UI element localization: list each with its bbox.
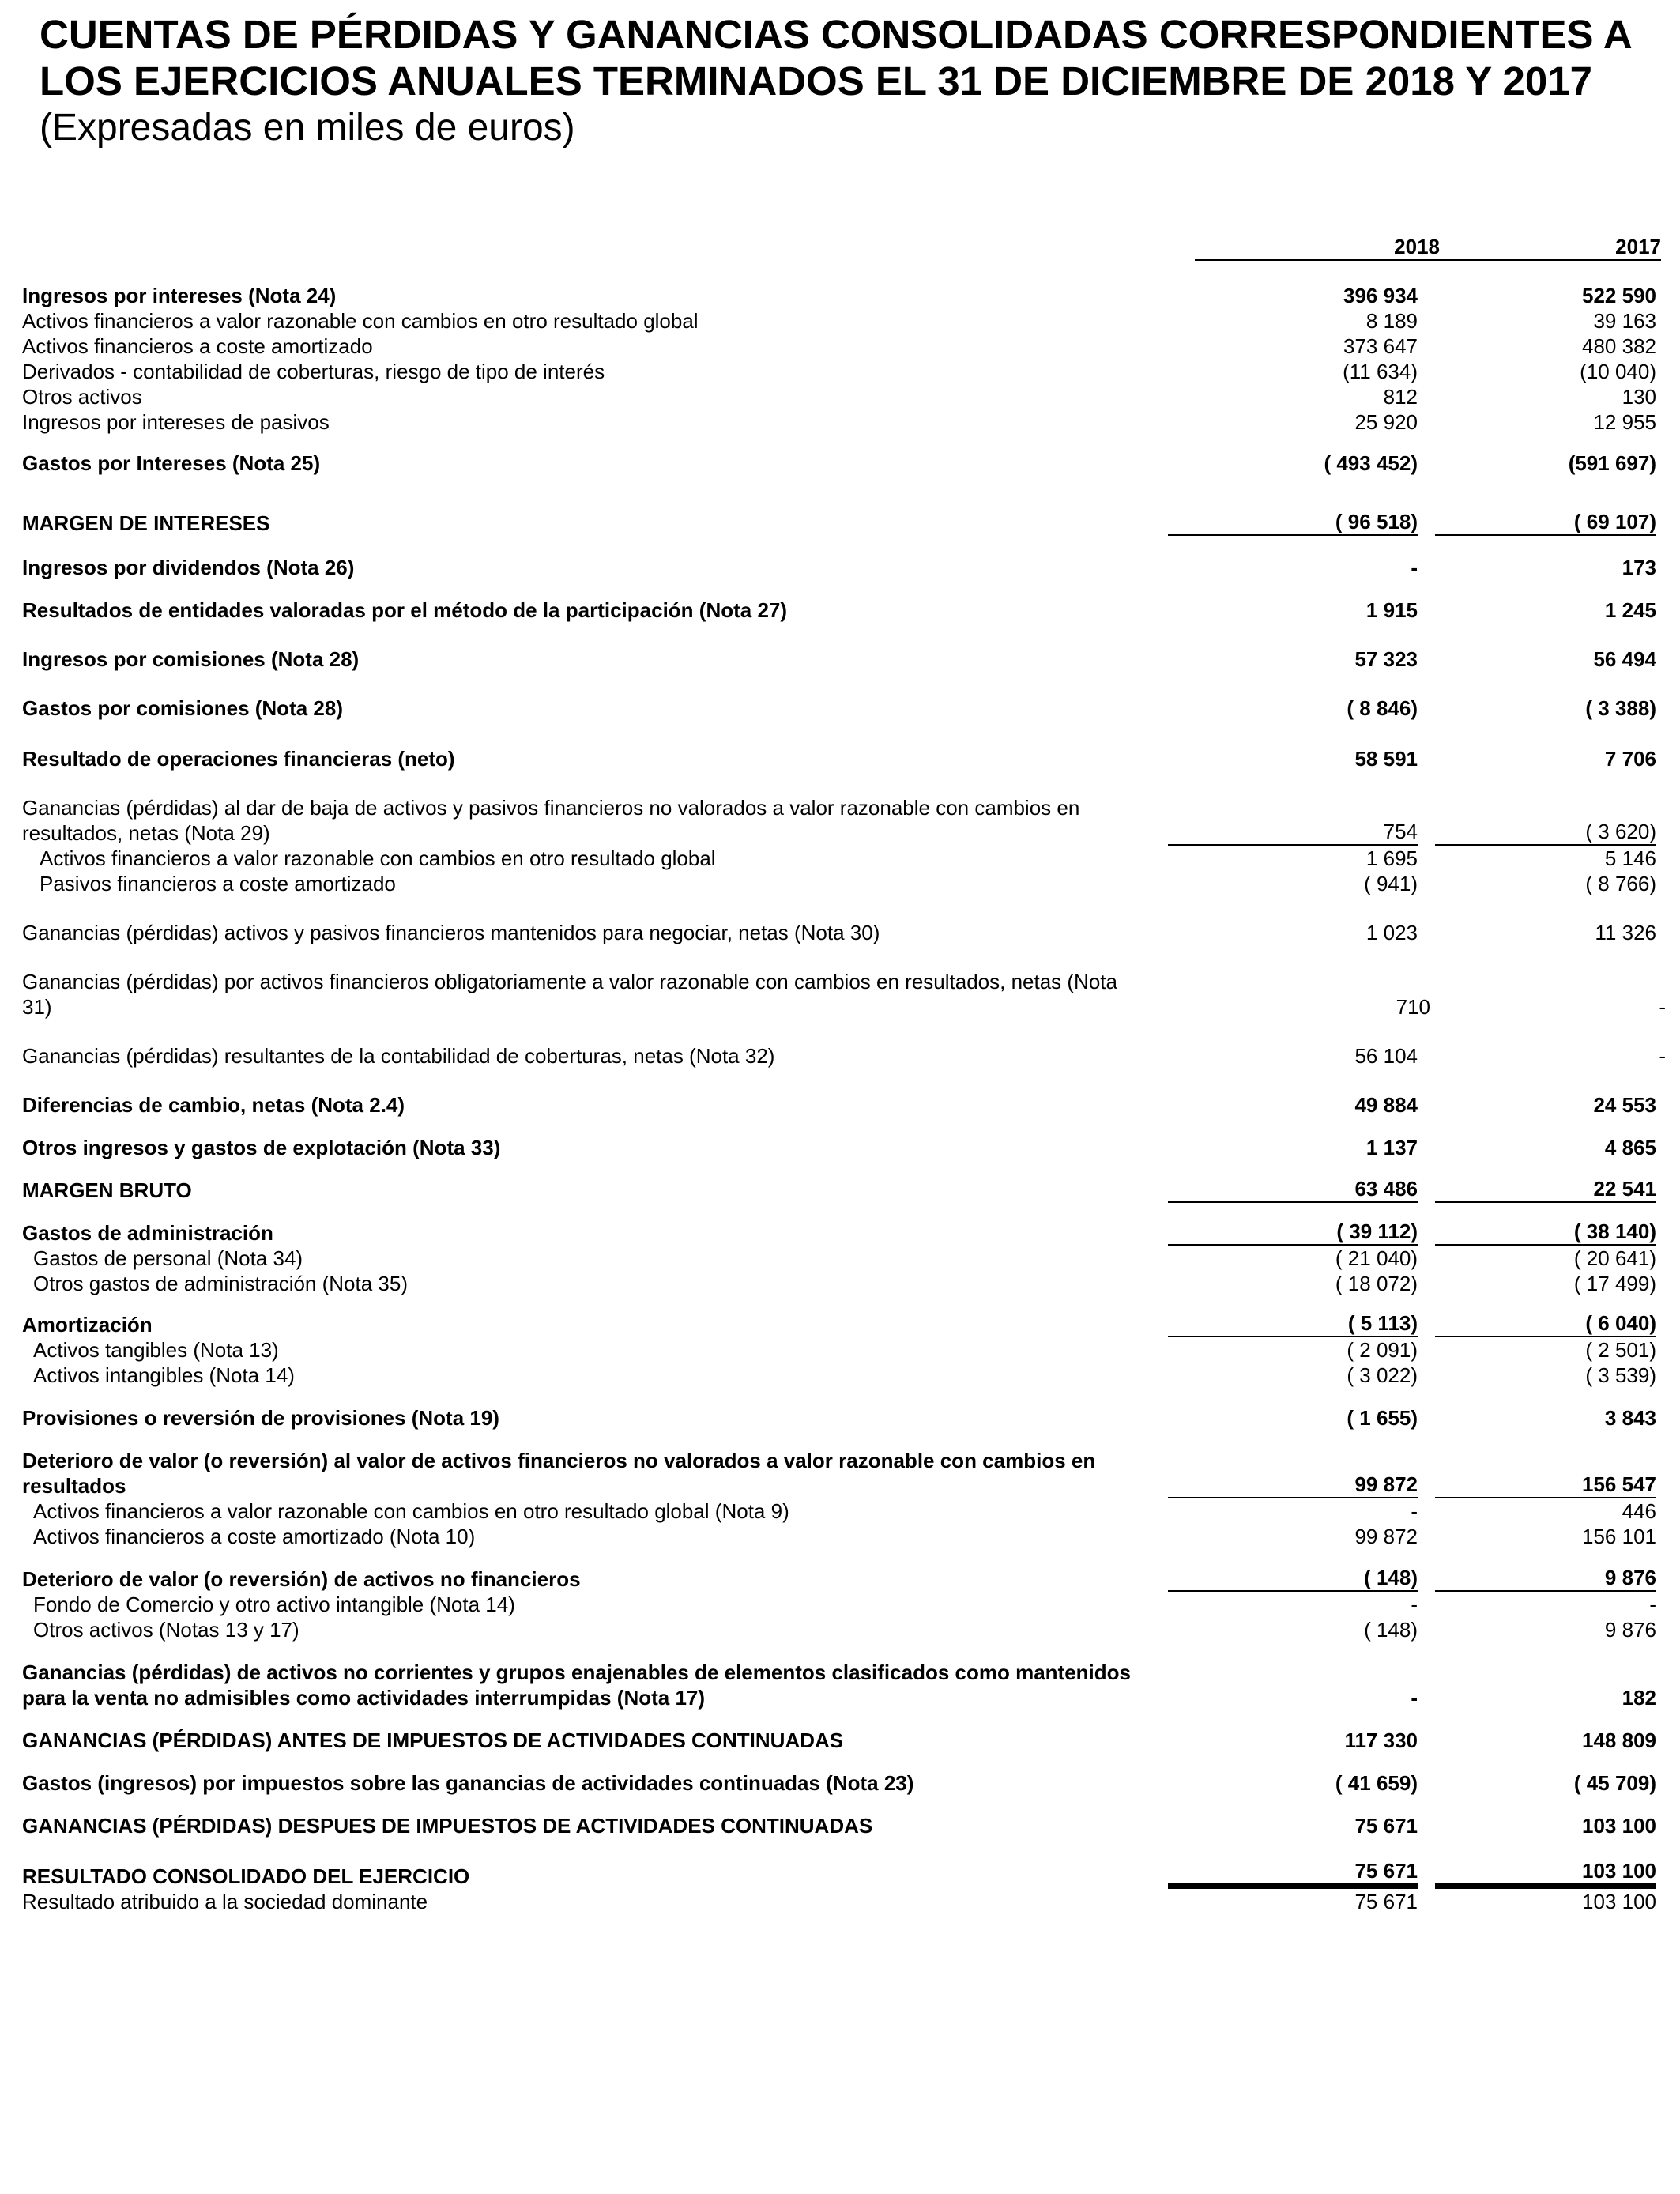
value-2017: 446: [1622, 1499, 1656, 1523]
value-2018: ( 18 072): [1335, 1272, 1418, 1295]
table-row: [22, 846, 1658, 871]
table-row: [22, 1524, 1658, 1549]
value-2018: 1 915: [1365, 598, 1418, 622]
row-label: Amortización: [22, 1313, 153, 1336]
value-2017: 12 955: [1593, 410, 1656, 434]
row-label: Activos financieros a coste amortizado (Nota 10): [33, 1525, 476, 1548]
value-2018: -: [1411, 1499, 1418, 1523]
table-row: [22, 1092, 1658, 1118]
row-label: Diferencias de cambio, netas (Nota 2.4): [22, 1093, 405, 1117]
table-row: [22, 1813, 1658, 1838]
table-row: [22, 871, 1658, 896]
value-2017: 7 706: [1604, 747, 1656, 771]
value-2017: 56 494: [1593, 647, 1656, 671]
value-2018: -: [1411, 556, 1418, 579]
value-2017: ( 3 620): [1435, 819, 1656, 846]
value-2018: ( 96 518): [1168, 509, 1418, 536]
row-label: Ingresos por dividendos (Nota 26): [22, 556, 355, 579]
row-label: Gastos de administración: [22, 1221, 273, 1245]
value-2018: 1 695: [1365, 846, 1418, 870]
value-2017: 4 865: [1604, 1136, 1656, 1159]
table-row: [22, 511, 1658, 536]
row-label: Ingresos por intereses de pasivos: [22, 410, 330, 434]
row-label: Gastos por Intereses (Nota 25): [22, 451, 321, 475]
table-row: [22, 746, 1658, 771]
value-2018: 25 920: [1354, 410, 1418, 434]
value-2017: ( 69 107): [1435, 509, 1656, 536]
row-label: Otros ingresos y gastos de explotación (Nota 33): [22, 1136, 501, 1159]
value-2018: ( 148): [1364, 1618, 1418, 1642]
table-row: [22, 1178, 1658, 1203]
column-header-2018: 2018: [1195, 234, 1440, 261]
value-2017: 3 843: [1604, 1406, 1656, 1430]
value-2018: 1 137: [1365, 1136, 1418, 1159]
table-row: [22, 1363, 1658, 1388]
value-2018: 8 189: [1365, 309, 1418, 333]
table-row: [22, 969, 1666, 1020]
value-2017: 156 101: [1582, 1525, 1656, 1548]
value-2017: 39 163: [1593, 309, 1656, 333]
value-2018: 63 486: [1168, 1176, 1418, 1203]
row-label: Ganancias (pérdidas) activos y pasivos financieros mantenidos para negociar, netas (Nota 30): [22, 921, 880, 944]
value-2017: 22 541: [1435, 1176, 1656, 1203]
value-2017: (591 697): [1568, 451, 1656, 475]
subtitle: (Expresadas en miles de euros): [40, 107, 575, 149]
value-2018: ( 21 040): [1335, 1246, 1418, 1270]
value-2017: 182: [1622, 1686, 1656, 1710]
value-2017: (10 040): [1580, 360, 1656, 383]
row-label: MARGEN DE INTERESES: [22, 511, 270, 535]
value-2017: ( 2 501): [1585, 1338, 1656, 1362]
income-statement-table: [22, 234, 1666, 1914]
value-2017: -: [1659, 995, 1666, 1019]
row-label: Ingresos por intereses (Nota 24): [22, 284, 337, 307]
value-2018: 75 671: [1168, 1858, 1418, 1889]
row-label: Ganancias (pérdidas) al dar de baja de activos y pasivos financieros no valorados a valor razonable con cambios en resultados, netas (Nota 29): [22, 796, 1080, 845]
value-2018: 710: [1396, 995, 1430, 1019]
value-2018: 117 330: [1344, 1728, 1418, 1752]
value-2017: 103 100: [1435, 1858, 1656, 1889]
value-2017: ( 20 641): [1573, 1246, 1656, 1270]
value-2018: ( 493 452): [1324, 451, 1418, 475]
value-2018: 75 671: [1354, 1814, 1418, 1838]
value-2017: 5 146: [1604, 846, 1656, 870]
table-row: [22, 384, 1658, 409]
table-row: [22, 647, 1658, 672]
table-row: [22, 450, 1658, 476]
row-label: Provisiones o reversión de provisiones (Nota 19): [22, 1406, 499, 1430]
row-label: RESULTADO CONSOLIDADO DEL EJERCICIO: [22, 1864, 470, 1888]
table-row: [22, 1135, 1658, 1160]
title-line-1: CUENTAS DE PÉRDIDAS Y GANANCIAS CONSOLIDADAS CORRESPONDIENTES A: [40, 12, 1633, 57]
value-2017: 1 245: [1604, 598, 1656, 622]
value-2018: 373 647: [1343, 334, 1418, 358]
value-2017: 480 382: [1582, 334, 1656, 358]
value-2018: -: [1411, 1593, 1418, 1616]
value-2018: ( 2 091): [1347, 1338, 1418, 1362]
table-row: [22, 334, 1658, 359]
table-row: [22, 598, 1658, 623]
row-label: GANANCIAS (PÉRDIDAS) DESPUES DE IMPUESTOS DE ACTIVIDADES CONTINUADAS: [22, 1814, 873, 1838]
value-2018: ( 1 655): [1347, 1406, 1418, 1430]
table-row: [22, 920, 1658, 945]
value-2018: (11 634): [1343, 360, 1418, 383]
row-label: Gastos de personal (Nota 34): [33, 1246, 303, 1270]
row-label: Resultado de operaciones financieras (neto): [22, 747, 455, 771]
table-row: [22, 1859, 1658, 1889]
table-row: [22, 359, 1658, 384]
document-header: [40, 11, 1652, 152]
table-row: [22, 795, 1658, 846]
value-2018: 812: [1383, 385, 1418, 409]
table-row: [22, 1889, 1658, 1914]
value-2017: 130: [1622, 385, 1656, 409]
value-2018: ( 8 846): [1347, 696, 1418, 720]
value-2017: 11 326: [1595, 921, 1656, 944]
value-2017: ( 45 709): [1573, 1771, 1656, 1795]
table-row: [22, 1220, 1658, 1246]
value-2018: 99 872: [1354, 1525, 1418, 1548]
value-2017: -: [1659, 1044, 1666, 1068]
value-2017: 103 100: [1582, 1890, 1656, 1913]
value-2018: ( 39 112): [1168, 1219, 1418, 1246]
column-header-row: [22, 234, 1661, 262]
table-row: [22, 1770, 1658, 1796]
row-label: Derivados - contabilidad de coberturas, riesgo de tipo de interés: [22, 360, 605, 383]
value-2017: ( 38 140): [1435, 1219, 1656, 1246]
row-label: Otros gastos de administración (Nota 35): [33, 1272, 408, 1295]
row-label: Ganancias (pérdidas) resultantes de la contabilidad de coberturas, netas (Nota 32): [22, 1044, 775, 1068]
title-line-2: LOS EJERCICIOS ANUALES TERMINADOS EL 31 DE DICIEMBRE DE 2018 Y 2017: [40, 58, 1592, 104]
value-2017: 103 100: [1582, 1814, 1656, 1838]
table-row: [22, 1448, 1658, 1498]
row-label: Activos tangibles (Nota 13): [33, 1338, 279, 1362]
table-row: [22, 409, 1658, 435]
value-2018: ( 3 022): [1347, 1363, 1418, 1387]
table-row: [22, 1405, 1658, 1431]
table-row: [22, 1312, 1658, 1337]
row-label: Ganancias (pérdidas) de activos no corrientes y grupos enajenables de elementos clasificados como mantenidos para la venta no admisibles como actividades interrumpidas (Nota 17): [22, 1661, 1131, 1710]
table-row: [22, 283, 1658, 308]
value-2018: 56 104: [1354, 1044, 1418, 1068]
table-row: [22, 1337, 1658, 1363]
table-row: [22, 1498, 1658, 1524]
column-header-2017: 2017: [1438, 234, 1661, 261]
value-2017: ( 6 040): [1435, 1310, 1656, 1337]
value-2017: 148 809: [1582, 1728, 1656, 1752]
row-label: Activos financieros a valor razonable con cambios en otro resultado global: [22, 309, 699, 333]
table-row: [22, 1271, 1658, 1296]
value-2018: 396 934: [1343, 284, 1418, 307]
value-2018: 49 884: [1354, 1093, 1418, 1117]
row-label: GANANCIAS (PÉRDIDAS) ANTES DE IMPUESTOS DE ACTIVIDADES CONTINUADAS: [22, 1728, 844, 1752]
table-row: [22, 696, 1658, 721]
row-label: Deterioro de valor (o reversión) al valor de activos financieros no valorados a valor razonable con cambios en resultados: [22, 1449, 1096, 1498]
value-2017: 24 553: [1593, 1093, 1656, 1117]
value-2018: ( 41 659): [1335, 1771, 1418, 1795]
row-label: Gastos por comisiones (Nota 28): [22, 696, 343, 720]
value-2017: 522 590: [1582, 284, 1656, 307]
value-2018: 57 323: [1354, 647, 1418, 671]
value-2017: ( 3 539): [1585, 1363, 1656, 1387]
row-label: Otros activos: [22, 385, 142, 409]
row-label: Resultados de entidades valoradas por el método de la participación (Nota 27): [22, 598, 788, 622]
value-2017: -: [1649, 1593, 1656, 1616]
value-2018: -: [1411, 1686, 1418, 1710]
table-row: [22, 308, 1658, 334]
value-2017: 173: [1622, 556, 1656, 579]
value-2017: ( 8 766): [1585, 872, 1656, 895]
value-2018: 99 872: [1168, 1472, 1418, 1498]
row-label: Gastos (ingresos) por impuestos sobre las ganancias de actividades continuadas (Nota 23): [22, 1771, 914, 1795]
row-label: Activos financieros a valor razonable con cambios en otro resultado global: [40, 846, 716, 870]
value-2018: 754: [1168, 819, 1418, 846]
row-label: Activos financieros a valor razonable con cambios en otro resultado global (Nota 9): [33, 1499, 789, 1523]
row-label: Fondo de Comercio y otro activo intangible (Nota 14): [33, 1593, 515, 1616]
table-row: [22, 1566, 1658, 1592]
row-label: Ingresos por comisiones (Nota 28): [22, 647, 360, 671]
row-label: MARGEN BRUTO: [22, 1178, 192, 1202]
row-label: Deterioro de valor (o reversión) de activos no financieros: [22, 1567, 581, 1591]
table-row: [22, 555, 1658, 580]
value-2017: 156 547: [1435, 1472, 1656, 1498]
row-label: Pasivos financieros a coste amortizado: [40, 872, 396, 895]
table-row: [22, 1592, 1658, 1617]
row-label: Resultado atribuido a la sociedad dominante: [22, 1890, 428, 1913]
value-2017: ( 3 388): [1585, 696, 1656, 720]
table-row: [22, 1728, 1658, 1753]
value-2018: 1 023: [1365, 921, 1418, 944]
row-label: Otros activos (Notas 13 y 17): [33, 1618, 299, 1642]
value-2017: ( 17 499): [1573, 1272, 1656, 1295]
value-2017: 9 876: [1435, 1565, 1656, 1592]
table-row: [22, 1246, 1658, 1271]
value-2018: 58 591: [1354, 747, 1418, 771]
value-2018: 75 671: [1354, 1890, 1418, 1913]
value-2018: ( 148): [1168, 1565, 1418, 1592]
row-label: Activos financieros a coste amortizado: [22, 334, 373, 358]
row-label: Activos intangibles (Nota 14): [33, 1363, 295, 1387]
table-row: [22, 1660, 1658, 1710]
value-2018: ( 941): [1364, 872, 1418, 895]
row-label: Ganancias (pérdidas) por activos financieros obligatoriamente a valor razonable con cambios en resultados, netas (Nota 31): [22, 970, 1117, 1019]
table-row: [22, 1043, 1666, 1069]
table-row: [22, 1617, 1658, 1642]
value-2017: 9 876: [1604, 1618, 1656, 1642]
value-2018: ( 5 113): [1168, 1310, 1418, 1337]
